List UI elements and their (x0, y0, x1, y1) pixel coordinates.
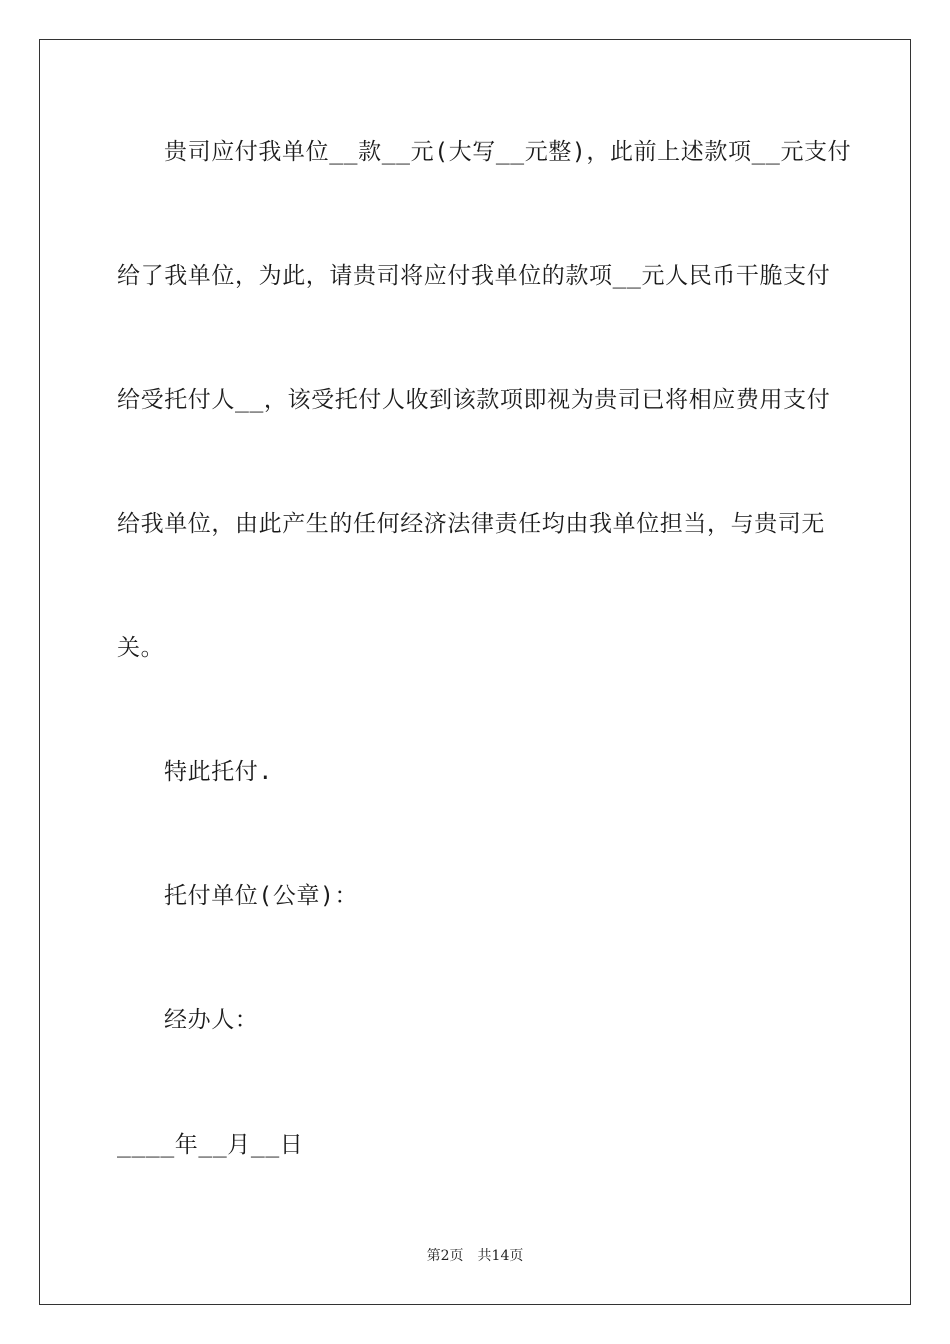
paragraph-line-3: 给受托付人__，该受托付人收到该款项即视为贵司已将相应费用支付 (117, 387, 831, 413)
page-footer (0, 1247, 950, 1265)
handler-label: 经办人： (164, 1007, 259, 1033)
page-border (39, 39, 911, 1305)
paragraph-line-1: 贵司应付我单位__款__元(大写__元整)，此前上述款项__元支付 (164, 139, 852, 165)
page-total: 共14页 (477, 1248, 524, 1264)
paragraph-line-5: 关。 (117, 635, 165, 661)
date-line: ____年__月__日 (117, 1132, 304, 1158)
paragraph-line-4: 给我单位，由此产生的任何经济法律责任均由我单位担当，与贵司无 (117, 511, 825, 537)
paragraph-line-2: 给了我单位，为此，请贵司将应付我单位的款项__元人民币干脆支付 (117, 263, 831, 289)
principal-label: 托付单位(公章)： (164, 883, 359, 909)
page-current: 第2页 (426, 1248, 464, 1264)
closing-text: 特此托付. (164, 759, 273, 785)
